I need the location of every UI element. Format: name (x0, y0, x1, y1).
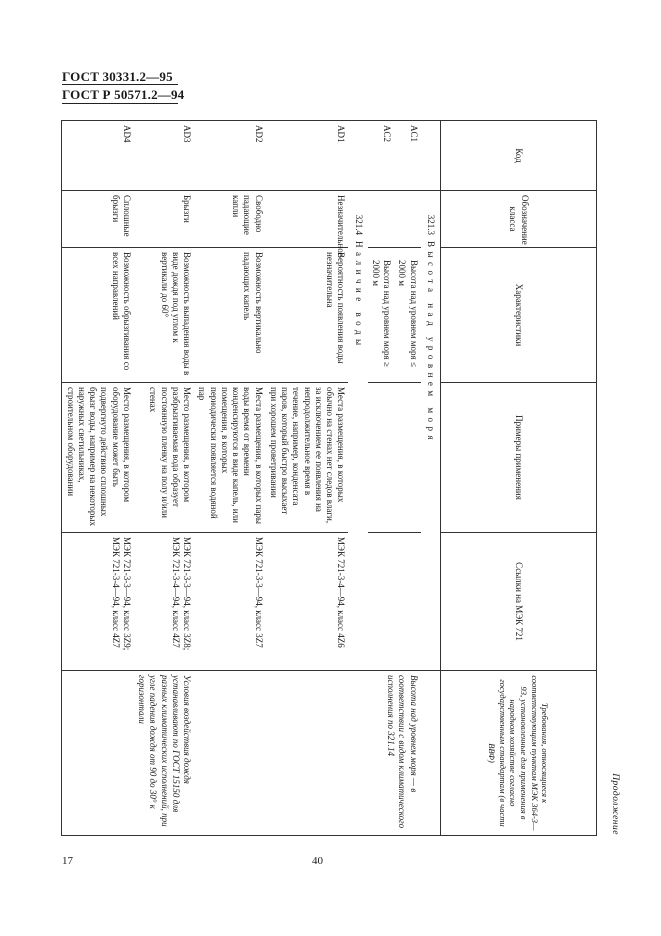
continuation-label: Продолжение (610, 773, 620, 835)
row-characteristics: Возможность выпадения воды в виде дождя под углом к вертикали до 60° (134, 248, 194, 383)
table-row (134, 121, 194, 836)
table-row (194, 121, 266, 836)
row-characteristics: Вероятность появления воды незначительна (266, 248, 349, 383)
standard-number-1: ГОСТ 30331.2—95 (62, 69, 173, 84)
col-header-designation: Обозначение класса (441, 191, 597, 248)
row-code: AD3 (134, 121, 194, 191)
table-row (266, 121, 349, 836)
row-characteristics: Возможность обрызгивания со всех направлений (62, 248, 134, 383)
row-designation: Сплошные брызги (62, 191, 134, 248)
row-examples: Места размещения, в которых пары воды время от времени конденсируются в виде капель, или помещения, в которых периодически появляется водяной пар (194, 383, 266, 533)
row-examples: Место размещения, в котором разбрызгиваемая вода образует постоянную пленку на полу и/или стенах (134, 383, 194, 533)
row-requirements: Высота над уровнем моря — в соответствии с видом климатического исполнения по 321.14 (368, 671, 421, 836)
row-designation: Брызги (134, 191, 194, 248)
row-iec (394, 533, 421, 671)
rotated-table-page (65, 120, 620, 835)
row-examples: Место размещения, в котором оборудование может быть подвергнуто действию сплошных брызг воды, например на некоторых наружных светильниках, строительном оборудовании (62, 383, 134, 533)
row-code: AC1 (394, 121, 421, 191)
page-number-center: 40 (312, 855, 323, 867)
row-iec (368, 533, 395, 671)
row-requirements (62, 671, 134, 836)
row-characteristics: Высота над уровнем моря ≤ 2000 м (397, 260, 419, 367)
row-examples (368, 383, 395, 533)
row-iec: МЭК 721-3-3—94, класс 3Z9; МЭК 721-3-4—94, класс 4Z7 (62, 533, 134, 671)
section-title: Наличие воды (353, 241, 364, 350)
row-designation: Незначительное (266, 191, 349, 248)
col-header-code: Код (441, 121, 597, 191)
section-row-water (349, 121, 368, 836)
section-row-altitude (421, 121, 441, 836)
col-header-requirements: Требования, относящиеся к соответствующим пунктам МЭК 364-3—93, установленные для применения в народном хозяйстве согласно государственным стандартам (в части ВВФ) (441, 671, 597, 836)
table-row (394, 121, 421, 836)
standard-number-2: ГОСТ Р 50571.2—94 (62, 87, 185, 102)
row-designation (394, 191, 421, 248)
row-examples: Места размещения, в которых обычно на стенах нет следов влаги, за исключением ее появления на непродолжительное время в течение, например, конденсата паров, который быстро высыхает при хорошем проветривании (266, 383, 349, 533)
row-characteristics: Высота над уровнем моря ≥ 2000 м (371, 260, 393, 367)
row-characteristics: Возможность вертикально падающих капель (194, 248, 266, 383)
row-code: AD1 (266, 121, 349, 191)
header-divider (62, 84, 178, 85)
row-iec: МЭК 721-3-3—94, класс 3Z8; МЭК 721-3-4—94, класс 4Z7 (134, 533, 194, 671)
climate-classes-table (62, 120, 598, 836)
table-header-row (441, 121, 597, 836)
col-header-iec: Ссылки на МЭК 721 (441, 533, 597, 671)
row-iec: МЭК 721-3-3—94, класс 3Z7 (194, 533, 266, 671)
table-row (62, 121, 134, 836)
row-requirements (266, 671, 349, 836)
section-number: 321.4 (353, 214, 364, 235)
col-header-characteristics: Характеристики (441, 248, 597, 383)
row-designation: Свободно падающие капли (194, 191, 266, 248)
row-requirements: Условия воздействия дождя устанавливают по ГОСТ 15150 для разных климатических исполнений, при угле падения дождя от 90 до 30° к горизонтали (134, 671, 194, 836)
page-number-left: 17 (62, 855, 73, 867)
row-code: AD2 (194, 121, 266, 191)
section-number: 321.3 (426, 214, 436, 235)
row-iec: МЭК 721-3-4—94, класс 4Z6 (266, 533, 349, 671)
section-title: Высота над уровнем моря (426, 241, 436, 445)
row-examples (394, 383, 421, 533)
header-divider-bottom (62, 103, 178, 104)
row-code: AC2 (368, 121, 395, 191)
row-code: AD4 (62, 121, 134, 191)
col-header-examples: Примеры применения (441, 383, 597, 533)
row-designation (368, 191, 395, 248)
row-requirements (194, 671, 266, 836)
